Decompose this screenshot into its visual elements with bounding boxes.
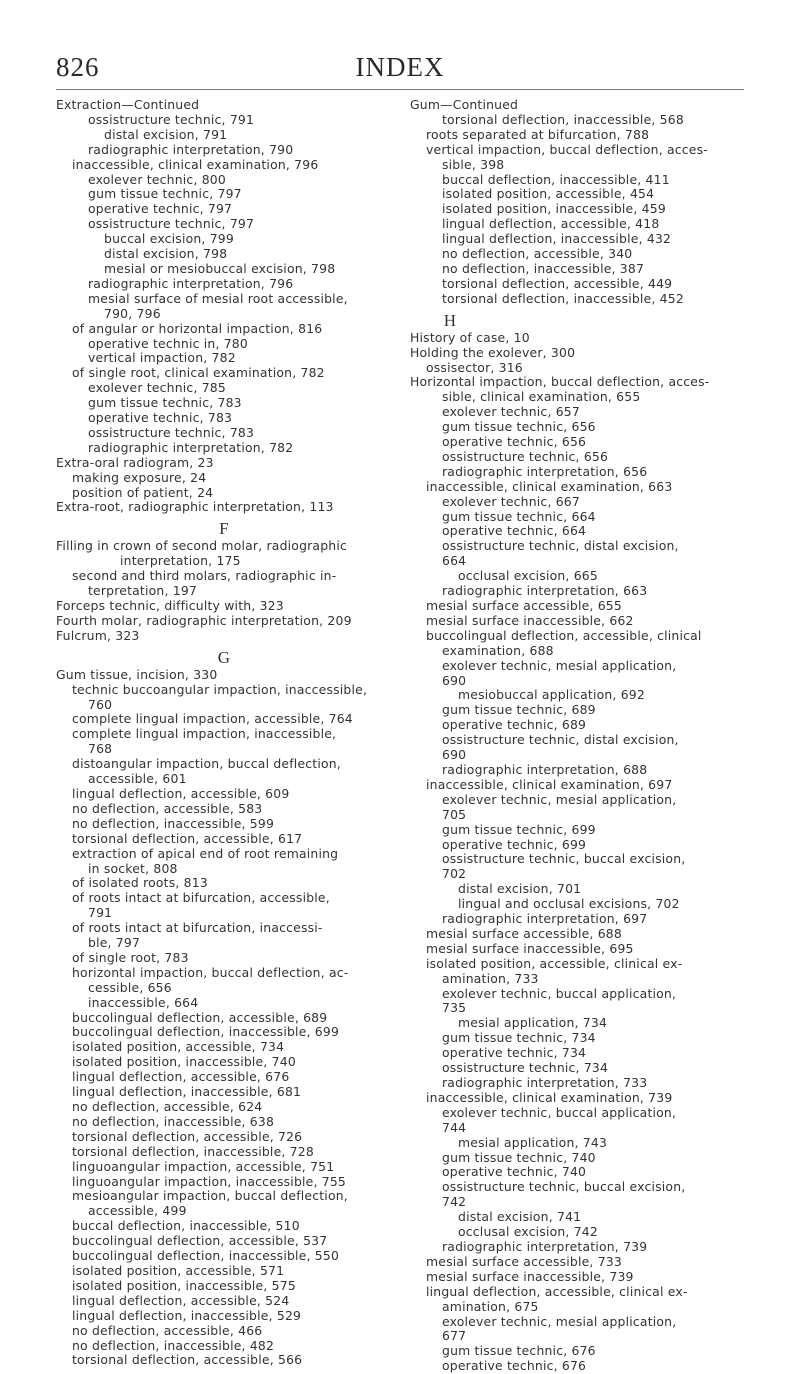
index-entry: lingual deflection, accessible, 418 [442,216,660,232]
index-entry: isolated position, inaccessible, 740 [72,1054,296,1070]
index-entry: ossistructure technic, buccal excision, [442,1179,686,1195]
index-entry: sible, clinical examination, 655 [442,389,641,405]
index-entry: gum tissue technic, 783 [88,395,242,411]
index-entry: distal excision, 798 [104,246,228,262]
index-entry: complete lingual impaction, accessible, 764 [72,711,353,727]
index-entry: of roots intact at bifurcation, inaccessi- [72,920,323,936]
index-entry: distal excision, 791 [104,126,228,142]
index-entry: operative technic, 676 [442,1358,587,1374]
index-entry: operative technic, 656 [442,434,587,450]
index-entry: cessible, 656 [88,979,172,995]
index-entry: inaccessible, clinical examination, 796 [72,156,319,172]
index-entry: ossisector, 316 [426,359,523,375]
index-entry: mesial application, 734 [458,1015,608,1031]
index-entry: exolever technic, 785 [88,380,226,396]
index-entry: ossistructure technic, 791 [88,111,255,127]
index-entry: radiographic interpretation, 656 [442,463,648,479]
index-entry: buccolingual deflection, inaccessible, 699 [72,1024,340,1040]
index-entry: exolever technic, 800 [88,171,226,187]
index-entry: mesial surface accessible, 733 [426,1253,622,1269]
index-entry: mesial surface accessible, 688 [426,925,622,941]
index-entry: exolever technic, buccal application, [442,1104,677,1120]
index-entry: exolever technic, 667 [442,493,580,509]
index-entry: 705 [442,806,467,822]
index-entry: exolever technic, 657 [442,404,580,420]
index-entry: mesial or mesiobuccal excision, 798 [104,260,336,276]
index-entry: ossistructure technic, buccal excision, [442,851,686,867]
index-entry: radiographic interpretation, 782 [88,439,294,455]
index-entry: accessible, 601 [88,771,187,787]
index-entry: inaccessible, 664 [88,994,199,1010]
index-entry: gum tissue technic, 734 [442,1030,596,1046]
index-entry: no deflection, inaccessible, 599 [72,815,275,831]
index-entry: mesial surface inaccessible, 739 [426,1268,634,1284]
index-entry: Forceps technic, difficulty with, 323 [56,598,284,613]
index-entry: horizontal impaction, buccal deflection, ac- [72,964,349,980]
index-entry: of isolated roots, 813 [72,875,208,891]
index-entry: torsional deflection, accessible, 726 [72,1128,303,1144]
index-entry: isolated position, accessible, 734 [72,1039,285,1055]
index-entry: operative technic, 783 [88,410,233,426]
index-entry: gum tissue technic, 699 [442,821,596,837]
index-entry: lingual and occlusal excisions, 702 [458,896,680,912]
index-entry: Gum—Continued [410,97,519,112]
index-entry: buccolingual deflection, accessible, 537 [72,1233,328,1249]
index-entry: 690 [442,747,467,763]
index-entry: no deflection, accessible, 624 [72,1099,263,1114]
index-entry: Fulcrum, 323 [56,627,140,643]
index-entry: no deflection, inaccessible, 387 [442,260,645,276]
index-entry: linguoangular impaction, inaccessible, 755 [72,1173,347,1189]
index-entry: gum tissue technic, 740 [442,1149,596,1165]
section-letter: H [443,310,457,330]
index-entry: buccolingual deflection, accessible, 689 [72,1009,328,1025]
index-entry: distal excision, 741 [458,1209,582,1225]
index-entry: torsional deflection, inaccessible, 568 [442,111,684,127]
index-entry: exolever technic, mesial application, [442,791,677,807]
index-entry: occlusal excision, 665 [458,568,598,584]
index-entry: buccal deflection, inaccessible, 411 [442,171,670,187]
index-entry: second and third molars, radiographic in- [72,568,337,584]
index-entry: lingual deflection, inaccessible, 432 [442,231,672,247]
index-entry: no deflection, accessible, 340 [442,246,633,262]
index-entry: buccal deflection, inaccessible, 510 [72,1218,300,1234]
index-entry: 744 [442,1119,467,1135]
index-entry: isolated position, accessible, clinical ex- [426,955,683,971]
index-entry: lingual deflection, accessible, 524 [72,1292,290,1308]
index-entry: distal excision, 701 [458,881,582,897]
index-entry: 690 [442,672,467,688]
index-entry: radiographic interpretation, 796 [88,275,294,291]
index-entry: operative technic, 664 [442,523,587,539]
index-entry: ossistructure technic, distal excision, [442,732,679,748]
index-entry: no deflection, inaccessible, 638 [72,1113,275,1129]
index-entry: isolated position, accessible, 571 [72,1262,285,1278]
index-entry: lingual deflection, accessible, clinical ex- [426,1283,688,1299]
index-entry: roots separated at bifurcation, 788 [426,126,650,142]
index-entry: linguoangular impaction, accessible, 751 [72,1158,335,1174]
header-rule [56,89,744,90]
index-entry: radiographic interpretation, 790 [88,141,294,157]
index-entry: in socket, 808 [88,860,178,876]
index-entry: torsional deflection, inaccessible, 728 [72,1143,314,1159]
index-entry: gum tissue technic, 676 [442,1343,596,1359]
index-entry: 790, 796 [104,305,161,321]
index-entry: Holding the exolever, 300 [410,344,576,360]
index-entry: ossistructure technic, 734 [442,1060,609,1076]
index-entry: lingual deflection, accessible, 676 [72,1069,290,1085]
page-heading: INDEX [355,52,445,82]
index-entry: gum tissue technic, 656 [442,419,596,435]
section-letter: G [217,647,231,667]
index-entry: terpretation, 197 [88,583,197,599]
index-entry: inaccessible, clinical examination, 739 [426,1089,673,1105]
index-entry: of angular or horizontal impaction, 816 [72,320,323,336]
index-entry: no deflection, inaccessible, 482 [72,1337,275,1353]
index-entry: lingual deflection, inaccessible, 529 [72,1307,302,1323]
index-entry: operative technic, 740 [442,1164,587,1180]
index-entry: exolever technic, buccal application, [442,985,677,1001]
index-entry: mesial application, 743 [458,1134,608,1150]
index-entry: lingual deflection, accessible, 609 [72,785,290,801]
index-entry: 760 [88,696,113,712]
index-entry: of single root, 783 [72,949,189,965]
index-entry: torsional deflection, accessible, 566 [72,1352,303,1368]
index-entry: torsional deflection, accessible, 617 [72,830,303,846]
index-entry: ossistructure technic, distal excision, [442,538,679,554]
index-entry: 664 [442,553,467,569]
index-entry: torsional deflection, inaccessible, 452 [442,290,684,306]
index-entry: Gum tissue, incision, 330 [56,666,218,682]
index-entry: operative technic, 699 [442,836,587,852]
index-entry: vertical impaction, 782 [88,350,236,366]
index-entry: position of patient, 24 [72,484,214,500]
index-entry: distoangular impaction, buccal deflection, [72,756,341,772]
index-entry: no deflection, accessible, 466 [72,1322,263,1338]
index-entry: gum tissue technic, 664 [442,508,596,524]
index-entry: 768 [88,741,113,757]
index-entry: ble, 797 [88,935,141,951]
index-entry: of single root, clinical examination, 782 [72,365,325,381]
index-entry: isolated position, inaccessible, 459 [442,201,666,217]
index-entry: examination, 688 [442,642,554,658]
index-column-left [56,98,392,1368]
index-entry: 791 [88,905,113,921]
index-entry: isolated position, inaccessible, 575 [72,1277,296,1293]
page-number: 826 [56,52,100,82]
index-entry: exolever technic, mesial application, [442,1313,677,1329]
index-entry: 702 [442,866,467,882]
index-entry: mesial surface inaccessible, 662 [426,612,634,628]
index-entry: operative technic in, 780 [88,335,248,351]
index-entry: operative technic, 734 [442,1045,587,1061]
index-entry: gum tissue technic, 689 [442,702,596,718]
index-entry: extraction of apical end of root remaining [72,845,339,861]
index-entry: buccal excision, 799 [104,231,234,247]
index-entry: vertical impaction, buccal deflection, acces- [426,141,708,157]
index-entry: technic buccoangular impaction, inaccessible, [72,681,368,697]
index-entry: 677 [442,1328,467,1344]
index-entry: mesial surface accessible, 655 [426,598,622,613]
index-entry: exolever technic, mesial application, [442,657,677,673]
index-entry: radiographic interpretation, 697 [442,911,648,927]
index-entry: Fourth molar, radiographic interpretation, 209 [56,612,352,628]
index-entry: amination, 733 [442,970,539,986]
index-entry: buccolingual deflection, accessible, clinical [426,627,702,643]
index-entry: Extra-oral radiogram, 23 [56,454,214,470]
index-entry: ossistructure technic, 797 [88,216,255,232]
index-entry: gum tissue technic, 797 [88,186,242,202]
index-column-right [410,98,744,1374]
index-entry: ossistructure technic, 656 [442,448,609,464]
index-entry: 742 [442,1194,467,1210]
index-entry: making exposure, 24 [72,469,207,485]
index-entry: mesioangular impaction, buccal deflection, [72,1188,348,1204]
index-entry: torsional deflection, accessible, 449 [442,275,673,291]
index-entry: interpretation, 175 [120,553,241,569]
index-entry: operative technic, 689 [442,717,587,733]
section-letter: F [219,519,229,539]
index-entry: sible, 398 [442,156,505,172]
index-entry: occlusal excision, 742 [458,1224,598,1240]
index-entry: accessible, 499 [88,1203,187,1219]
index-entry: mesiobuccal application, 692 [458,687,645,703]
index-entry: Extraction—Continued [56,97,200,112]
index-entry: Extra-root, radiographic interpretation, 113 [56,499,334,515]
index-entry: isolated position, accessible, 454 [442,186,655,202]
index-entry: Horizontal impaction, buccal deflection, acces- [410,374,710,390]
index-entry: lingual deflection, inaccessible, 681 [72,1084,302,1100]
index-entry: Filling in crown of second molar, radiographic [56,538,347,554]
index-entry: radiographic interpretation, 739 [442,1238,648,1254]
index-entry: no deflection, accessible, 583 [72,800,263,816]
index-entry: mesial surface of mesial root accessible, [88,290,348,306]
index-entry: buccolingual deflection, inaccessible, 550 [72,1248,340,1264]
index-entry: ossistructure technic, 783 [88,424,255,440]
index-entry: radiographic interpretation, 663 [442,583,648,599]
index-entry: of roots intact at bifurcation, accessible, [72,890,330,906]
index-entry: amination, 675 [442,1298,539,1314]
index-entry: radiographic interpretation, 733 [442,1075,648,1090]
index-entry: mesial surface inaccessible, 695 [426,940,634,956]
index-entry: inaccessible, clinical examination, 663 [426,478,673,494]
index-entry: History of case, 10 [410,329,530,345]
index-entry: operative technic, 797 [88,201,233,217]
index-entry: complete lingual impaction, inaccessible, [72,726,337,742]
index-entry: radiographic interpretation, 688 [442,761,648,777]
index-entry: 735 [442,1000,467,1016]
index-entry: inaccessible, clinical examination, 697 [426,776,673,792]
